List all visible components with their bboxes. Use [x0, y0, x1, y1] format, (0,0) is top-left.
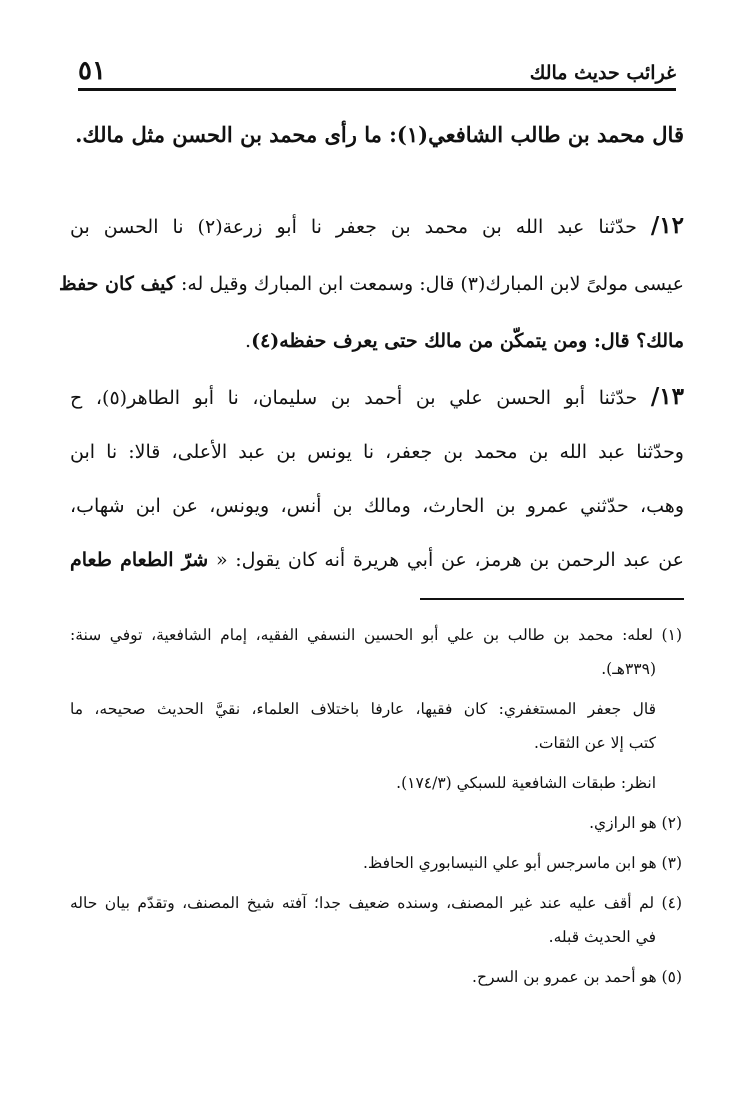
page-number: ٥١	[78, 56, 106, 86]
hadith-13-text-1: حدّثنا أبو الحسن علي بن أحمد بن سليمان، نا أبو الطاهر(٥)، ح	[70, 387, 638, 409]
hadith-12-line-2	[59, 256, 684, 313]
footnote-4-line-1: (٤) لم أقف عليه عند غير المصنف، وسنده ضعيف جدا؛ آفته شيخ المصنف، وتقدّم بيان حاله	[70, 894, 682, 912]
footnote-1-comment-line-1: قال جعفر المستغفري: كان فقيها، عارفا باختلاف العلماء، نقيَّ الحديث صحيحه، ما	[70, 700, 656, 718]
footnote-3: (٣) هو ابن ماسرجس أبو علي النيسابوري الحافظ.	[362, 854, 682, 872]
hadith-13	[70, 370, 684, 587]
footnote-1	[70, 618, 682, 686]
footnote-4-line-2: في الحديث قبله.	[548, 928, 656, 946]
hadith-12-line-1	[70, 197, 684, 256]
hadith-13-line-3: وهب، حدّثني عمرو بن الحارث، ومالك بن أنس، ويونس، عن ابن شهاب،	[70, 495, 684, 517]
hadith-12-text-2-bold: كيف كان حفظ	[59, 273, 175, 295]
footnote-1-line-1: (١) لعله: محمد بن طالب بن علي أبو الحسين النسفي الفقيه، إمام الشافعية، توفي سنة:	[70, 626, 682, 644]
main-text	[59, 108, 684, 587]
shafii-quote: قال محمد بن طالب الشافعي(١): ما رأى محمد بن الحسن مثل مالك.	[75, 122, 684, 147]
hadith-12-text-3-end: .	[245, 330, 252, 352]
footnotes	[70, 618, 682, 1000]
footnote-1-reference: انظر: طبقات الشافعية للسبكي (١٧٤/٣).	[396, 774, 656, 792]
hadith-13-line-1	[70, 370, 684, 425]
hadith-13-text-4-bold: شرّ الطعام طعام	[70, 549, 209, 571]
footnote-separator	[420, 598, 684, 600]
footnote-1-comment	[70, 692, 682, 760]
hadith-12-line-3	[70, 313, 684, 370]
hadith-12-number: ١٢/	[650, 212, 684, 239]
footnote-2: (٢) هو الرازي.	[589, 814, 682, 832]
hadith-13-line-2: وحدّثنا عبد الله بن محمد بن جعفر، نا يونس بن عبد الأعلى، قالا: نا ابن	[70, 441, 684, 463]
hadith-13-line-4	[70, 533, 684, 587]
page-header	[78, 52, 676, 91]
hadith-12	[59, 197, 684, 370]
hadith-12-text-3-bold: مالك؟ قال: ومن يتمكّن من مالك حتى يعرف حفظه(٤)	[251, 330, 684, 352]
hadith-13-number: ١٣/	[650, 383, 684, 410]
footnote-4	[70, 886, 682, 954]
footnote-1-comment-line-2: كتب إلا عن الثقات.	[533, 734, 656, 752]
footnote-5: (٥) هو أحمد بن عمرو بن السرح.	[472, 968, 682, 986]
footnote-1-line-2: (٣٣٩هـ).	[601, 660, 656, 678]
hadith-12-text-1: حدّثنا عبد الله بن محمد بن جعفر نا أبو زرعة(٢) نا الحسن بن	[70, 216, 637, 238]
hadith-12-text-2: عيسى مولىً لابن المبارك(٣) قال: وسمعت ابن المبارك وقيل له:	[180, 273, 684, 295]
running-title: غرائب حديث مالك	[529, 62, 676, 84]
hadith-13-text-4: عن عبد الرحمن بن هرمز، عن أبي هريرة أنه كان يقول: «	[215, 549, 684, 571]
